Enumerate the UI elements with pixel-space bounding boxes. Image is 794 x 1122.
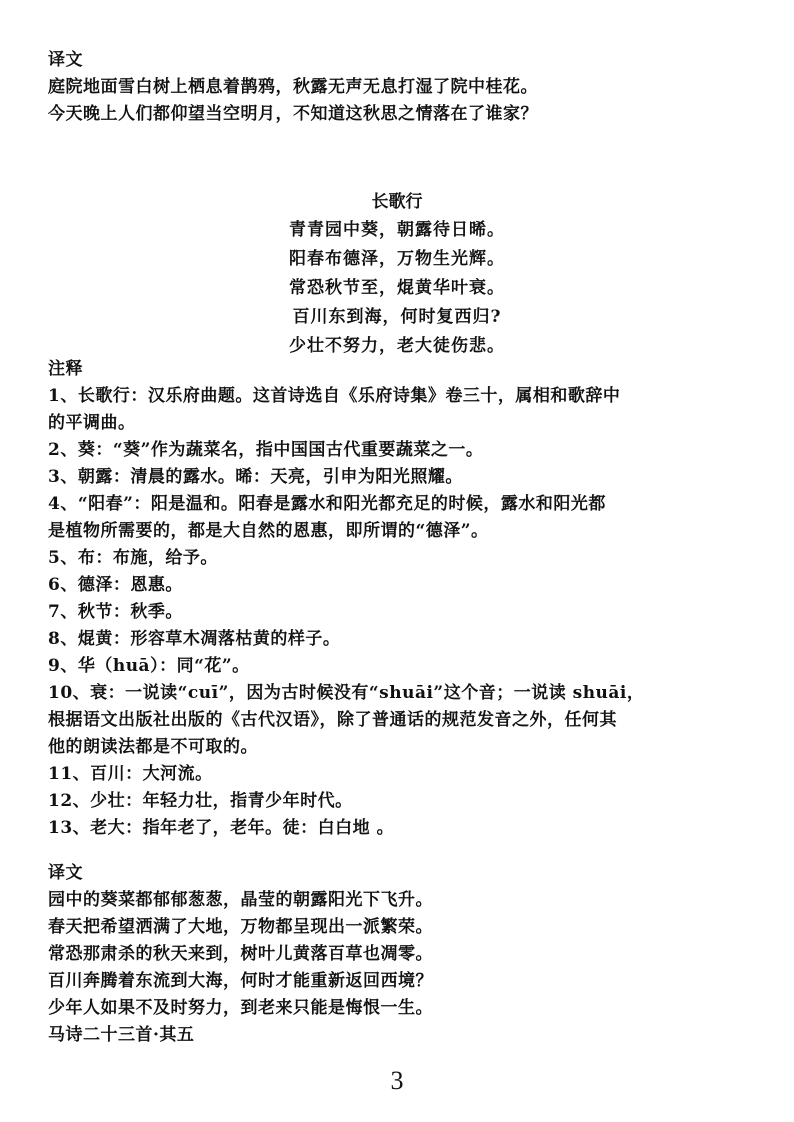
poem-translation-line: 百川奔腾着东流到大海，何时才能重新返回西境？	[48, 971, 433, 991]
notes-heading: 注释	[48, 359, 83, 379]
note-line: 3、朝露：清晨的露水。晞：天亮，引申为阳光照耀。	[48, 467, 463, 487]
notes-section	[48, 356, 760, 842]
note-line: 4、“阳春”：阳是温和。阳春是露水和阳光都充足的时候，露水和阳光都	[48, 494, 606, 514]
next-poem-title: 马诗二十三首·其五	[48, 1025, 195, 1045]
top-translation-section	[48, 47, 760, 128]
poem-translation-line: 常恐那肃杀的秋天来到，树叶儿黄落百草也凋零。	[48, 944, 433, 964]
note-line: 1、长歌行：汉乐府曲题。这首诗选自《乐府诗集》卷三十，属相和歌辞中	[48, 386, 621, 406]
top-translation-heading: 译文	[48, 50, 83, 70]
poem-line: 少壮不努力，老大徒伤悲。	[289, 336, 505, 356]
note-line: 13、老大：指年老了，老年。徒：白白地 。	[48, 818, 395, 838]
note-line: 11、百川：大河流。	[48, 764, 213, 784]
note-line: 6、德泽：恩惠。	[48, 575, 183, 595]
note-line: 8、焜黄：形容草木凋落枯黄的样子。	[48, 629, 341, 649]
poem-line: 阳春布德泽，万物生光辉。	[289, 249, 505, 269]
note-line: 是植物所需要的，都是大自然的恩惠，即所谓的“德泽”。	[48, 521, 489, 541]
poem-translation-line: 春天把希望洒满了大地，万物都呈现出一派繁荣。	[48, 917, 433, 937]
poem-translation-section	[48, 860, 760, 1049]
note-line: 5、布：布施，给予。	[48, 548, 218, 568]
poem-line: 青青园中葵，朝露待日晞。	[289, 220, 505, 240]
page-number: 3	[390, 1066, 404, 1095]
poem-block	[0, 188, 794, 361]
note-line: 7、秋节：秋季。	[48, 602, 183, 622]
note-line: 12、少壮：年轻力壮，指青少年时代。	[48, 791, 353, 811]
note-line: 2、葵：“葵”作为蔬菜名，指中国国古代重要蔬菜之一。	[48, 440, 484, 460]
poem-title: 长歌行	[371, 192, 423, 212]
note-line: 他的朗读法都是不可取的。	[48, 737, 258, 757]
note-line: 根据语文出版社出版的《古代汉语》，除了普通话的规范发音之外，任何其	[48, 710, 617, 730]
poem-translation-line: 少年人如果不及时努力，到老来只能是悔恨一生。	[48, 998, 433, 1018]
note-line: 10、衰：一说读“cuī”，因为古时候没有“shuāi”这个音；一说读 shuāi，	[48, 683, 645, 703]
note-line: 9、华（huā）：同“花”。	[48, 656, 250, 676]
poem-translation-heading: 译文	[48, 863, 83, 883]
poem-translation-line: 园中的葵菜都郁郁葱葱，晶莹的朝露阳光下飞升。	[48, 890, 433, 910]
top-translation-line: 庭院地面雪白树上栖息着鹊鸦，秋露无声无息打湿了院中桂花。	[48, 77, 538, 97]
top-translation-line: 今天晚上人们都仰望当空明月，不知道这秋思之情落在了谁家？	[48, 104, 538, 124]
poem-line: 百川东到海，何时复西归?	[292, 307, 502, 327]
poem-line: 常恐秋节至，焜黄华叶衰。	[289, 278, 505, 298]
note-line: 的平调曲。	[48, 413, 136, 433]
